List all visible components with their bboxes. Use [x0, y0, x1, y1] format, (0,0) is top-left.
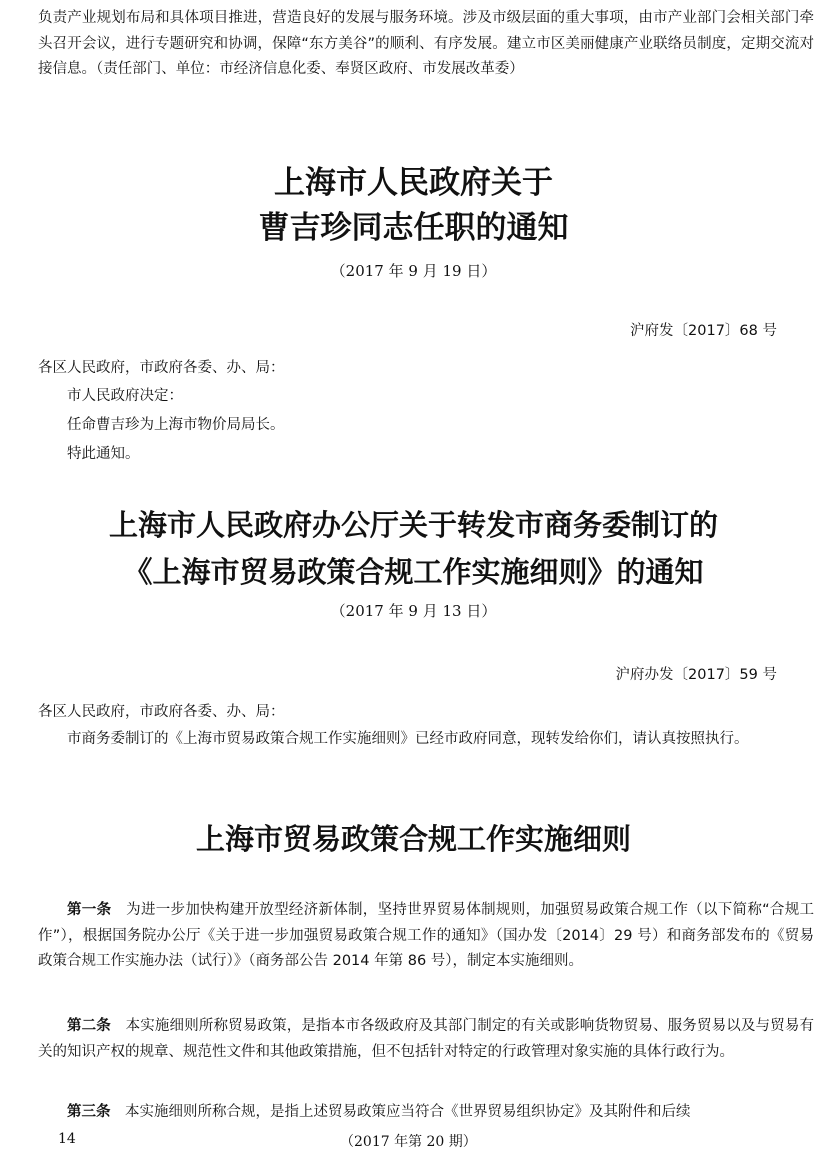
article-label: 第三条 — [67, 1104, 111, 1120]
article-1 — [38, 898, 814, 975]
article-2 — [38, 1014, 814, 1065]
issue-label: （2017 年第 20 期） — [340, 1134, 477, 1150]
top-paragraph: 负责产业规划布局和具体项目推进，营造良好的发展与服务环境。涉及市级层面的重大事项，由市产业部门会相关部门牵头召开会议，进行专题研究和协调，保障“东方美谷”的顺利、有序发展。建立市区美丽健康产业联络员制度，定期交流对接信息。（责任部门、单位：市经济信息化委、奉贤区政府、市发展改革委） — [38, 10, 814, 77]
rules-title: 上海市贸易政策合规工作实施细则 — [195, 822, 631, 856]
notice1-line: 市人民政府决定： — [67, 388, 183, 404]
notice1-title-line2: 曹吉珍同志任职的通知 — [258, 210, 569, 246]
article-text: 为进一步加快构建开放型经济新体制，坚持世界贸易体制规则，加强贸易政策合规工作（以下简称“合规工作”），根据国务院办公厅《关于进一步加强贸易政策合规工作的通知》（国办发〔2014〕29 号）和商务部发布的《贸易政策合规工作实施办法（试行）》（商务部公告 2014 年第 86 号），制定本实施细则。 — [38, 902, 815, 969]
notice1-line: 任命曹吉珍为上海市物价局局长。 — [67, 417, 285, 433]
notice2-title-line2: 《上海市贸易政策合规工作实施细则》的通知 — [123, 555, 704, 589]
notice1-title-line1: 上海市人民政府关于 — [274, 165, 553, 201]
notice2-addressee: 各区人民政府，市政府各委、办、局： — [38, 704, 285, 720]
notice1-date: （2017 年 9 月 19 日） — [330, 262, 497, 280]
page-number: 14 — [58, 1131, 76, 1147]
notice1-line: 特此通知。 — [67, 446, 140, 462]
notice1-doc-number: 沪府发〔2017〕68 号 — [630, 323, 777, 339]
notice1-addressee: 各区人民政府，市政府各委、办、局： — [38, 360, 285, 376]
article-label: 第一条 — [67, 902, 112, 918]
article-label: 第二条 — [67, 1018, 111, 1034]
article-text: 本实施细则所称合规，是指上述贸易政策应当符合《世界贸易组织协定》及其附件和后续 — [125, 1104, 691, 1120]
article-text: 本实施细则所称贸易政策，是指本市各级政府及其部门制定的有关或影响货物贸易、服务贸易以及与贸易有关的知识产权的规章、规范性文件和其他政策措施，但不包括针对特定的行政管理对象实施的具体行政行为。 — [38, 1018, 815, 1060]
notice2-date: （2017 年 9 月 13 日） — [330, 602, 497, 620]
notice2-doc-number: 沪府办发〔2017〕59 号 — [615, 667, 777, 683]
article-3 — [38, 1100, 814, 1126]
notice2-title-line1: 上海市人民政府办公厅关于转发市商务委制订的 — [108, 508, 718, 542]
notice2-body: 市商务委制订的《上海市贸易政策合规工作实施细则》已经市政府同意，现转发给你们，请认真按照执行。 — [67, 731, 749, 747]
